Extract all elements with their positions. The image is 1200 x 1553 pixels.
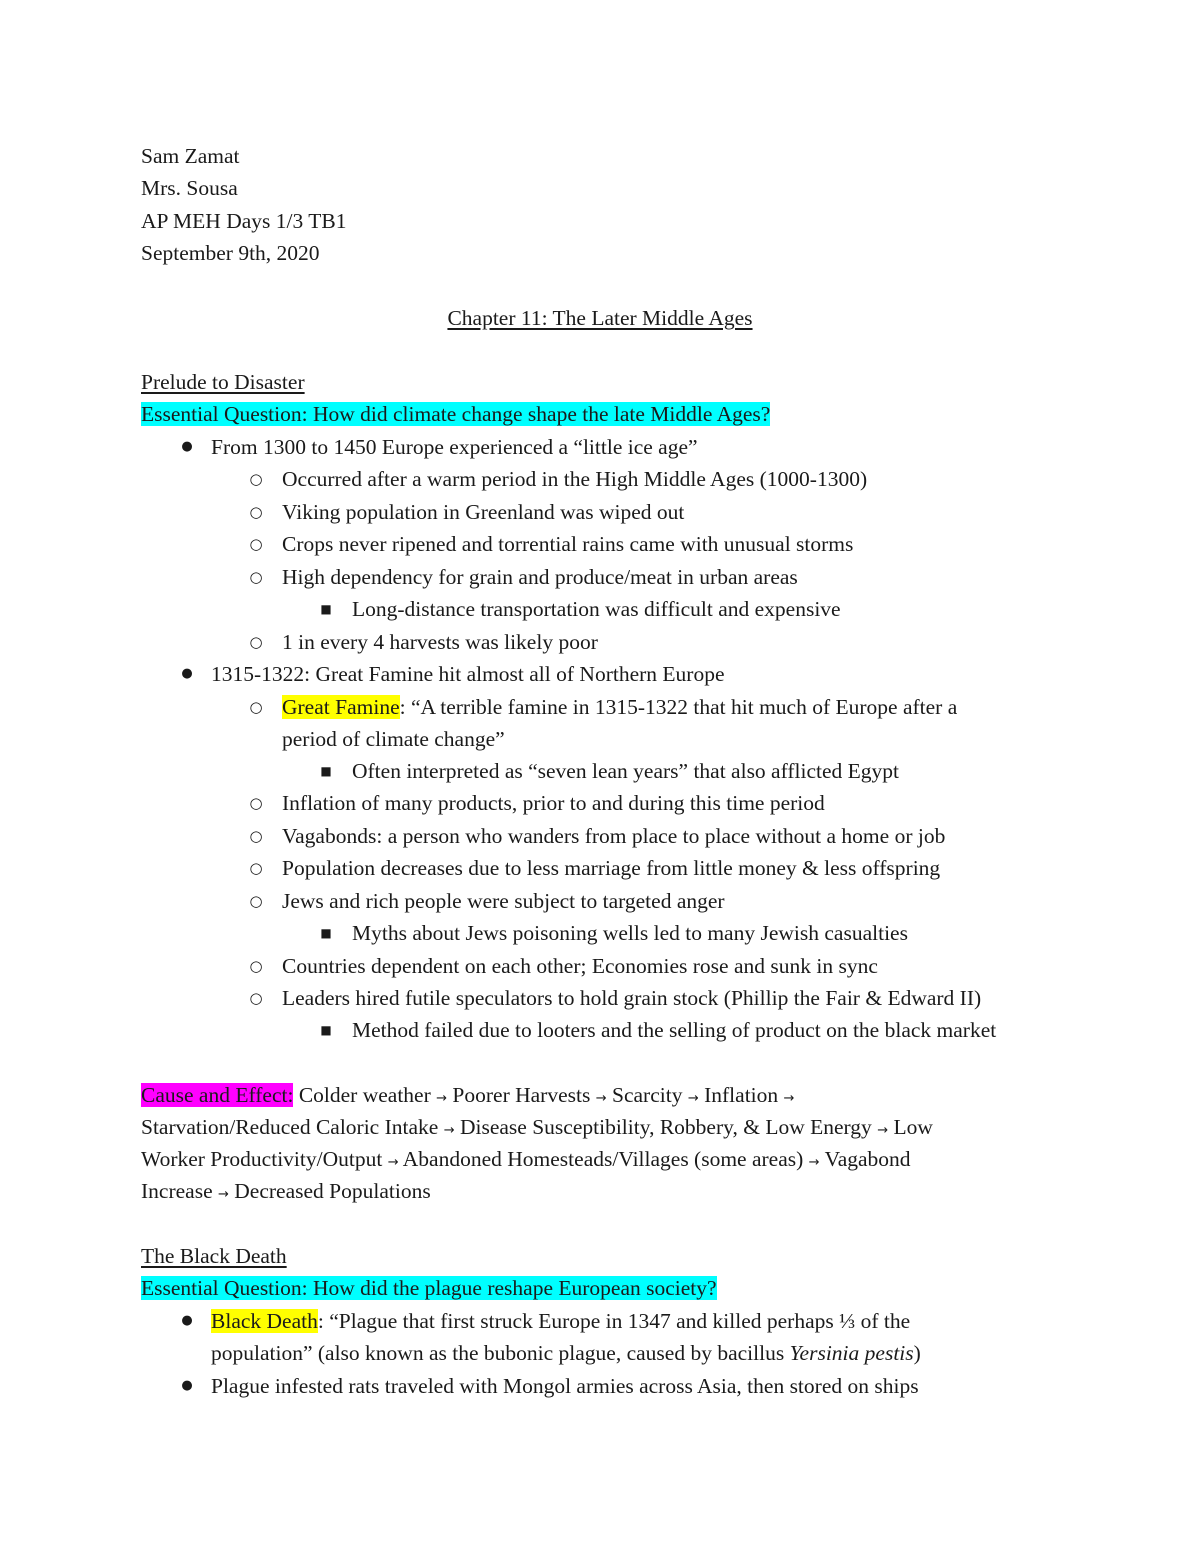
square-bullet-icon: ■ (320, 764, 332, 778)
arrow-icon: → (595, 1091, 607, 1106)
cause-effect-line-3: Worker Productivity/Output → Abandoned Homesteads/Villages (some areas) → Vagabond (141, 1147, 911, 1171)
essential-question-2-text: Essential Question: How did the plague reshape European society? (141, 1276, 717, 1300)
cause-effect-line-2: Starvation/Reduced Caloric Intake → Disease Susceptibility, Robbery, & Low Energy → Low (141, 1115, 933, 1139)
bullet-icon: ● (181, 439, 193, 454)
term-black-death: Black Death (211, 1309, 318, 1333)
circle-bullet-icon: ○ (249, 633, 263, 651)
essential-question-1 (141, 398, 770, 430)
circle-bullet-icon: ○ (249, 470, 263, 488)
arrow-icon: → (808, 1155, 820, 1170)
cause-effect-label: Cause and Effect: (141, 1083, 294, 1107)
bullet-icon: ● (181, 1313, 193, 1328)
circle-bullet-icon: ○ (249, 794, 263, 812)
arrow-icon: → (687, 1091, 699, 1106)
arrow-icon: → (217, 1187, 229, 1202)
bullet-icon: ● (181, 666, 193, 681)
teacher-name: Mrs. Sousa (141, 176, 238, 200)
circle-bullet-icon: ○ (249, 892, 263, 910)
square-bullet-icon: ■ (320, 602, 332, 616)
page-title: Chapter 11: The Later Middle Ages (447, 306, 753, 330)
square-bullet-icon: ■ (320, 926, 332, 940)
arrow-icon: → (443, 1123, 455, 1138)
circle-bullet-icon: ○ (249, 568, 263, 586)
cause-effect-line-1: Cause and Effect: Colder weather → Poorer Harvests → Scarcity → Inflation → (141, 1083, 795, 1107)
circle-bullet-icon: ○ (249, 503, 263, 521)
term-great-famine: Great Famine (282, 695, 400, 719)
circle-bullet-icon: ○ (249, 989, 263, 1007)
essential-question-1-text: Essential Question: How did climate change shape the late Middle Ages? (141, 402, 771, 426)
section-heading-prelude: Prelude to Disaster (141, 370, 305, 394)
arrow-icon: → (877, 1123, 889, 1138)
circle-bullet-icon: ○ (249, 957, 263, 975)
section-heading-black-death: The Black Death (141, 1244, 287, 1268)
student-name: Sam Zamat (141, 144, 240, 168)
cause-effect-line-4: Increase → Decreased Populations (141, 1179, 431, 1203)
document-page: Sam Zamat Mrs. Sousa AP MEH Days 1/3 TB1 September 9th, 2020 Chapter 11: The Later Middle Ages Prelude to Disaster Essential Question: How did climate change shape the late Middle Ages? ● From 1300 to 1450 Europe experienced a “little ice age” ○ Occurred after a warm period in the High Middle Ages (1000-1300) ○ Viking population in Greenland was wiped out ○ Crops never ripened and torrential rains came with unusual storms ○ High dependency for grain and produce/meat in urban areas ■ Long-distance transportation was difficult and expensive ○ 1 in every 4 harvests was likely poor ● 1315-1322: Great Famine hit almost all of Northern Europe ○ Great Famine: “A terrible famine in 1315-1322 that hit much of Europe after a period of climate change” ■ Often interpreted as “seven lean years” that also afflicted Egypt ○ Inflation of many products, prior to and during this time period ○ Vagabonds: a person who wanders from place to place without a home or job ○ Population decreases due to less marriage from little money & less offspring ○ Jews and rich people were subject to targeted anger ■ Myths about Jews poisoning wells led to many Jewish casualties ○ Countries dependent on each other; Economies rose and sunk in sync ○ Leaders hired futile speculators to hold grain stock (Phillip the Fair & Edward II) ■ Method failed due to looters and the selling of product on the black market Cause and Effect: Colder weather → Poorer Harvests → Scarcity → Inflation → Starvation/Reduced Caloric Intake → Disease Susceptibility, Robbery, & Low Energy → Low Worker Productivity/Output → Abandoned Homesteads/Villages (some areas) → Vagabond Increase → Decreased Populations The Black Death Essential Question: How did the plague reshape European society? ● Black Death: “Plague that first struck Europe in 1347 and killed perhaps ⅓ of the population” (also known as the bubonic plague, caused by bacillus Yersinia pestis) ● Plague infested rats traveled with Mongol armies across Asia, then stored on ships (0, 0, 1200, 1553)
arrow-icon: → (783, 1091, 795, 1106)
circle-bullet-icon: ○ (249, 827, 263, 845)
arrow-icon: → (436, 1091, 448, 1106)
course-name: AP MEH Days 1/3 TB1 (141, 209, 347, 233)
circle-bullet-icon: ○ (249, 859, 263, 877)
square-bullet-icon: ■ (320, 1023, 332, 1037)
circle-bullet-icon: ○ (249, 535, 263, 553)
circle-bullet-icon: ○ (249, 698, 263, 716)
bullet-icon: ● (181, 1378, 193, 1393)
essential-question-2 (141, 1272, 717, 1304)
date: September 9th, 2020 (141, 241, 320, 265)
arrow-icon: → (387, 1155, 399, 1170)
